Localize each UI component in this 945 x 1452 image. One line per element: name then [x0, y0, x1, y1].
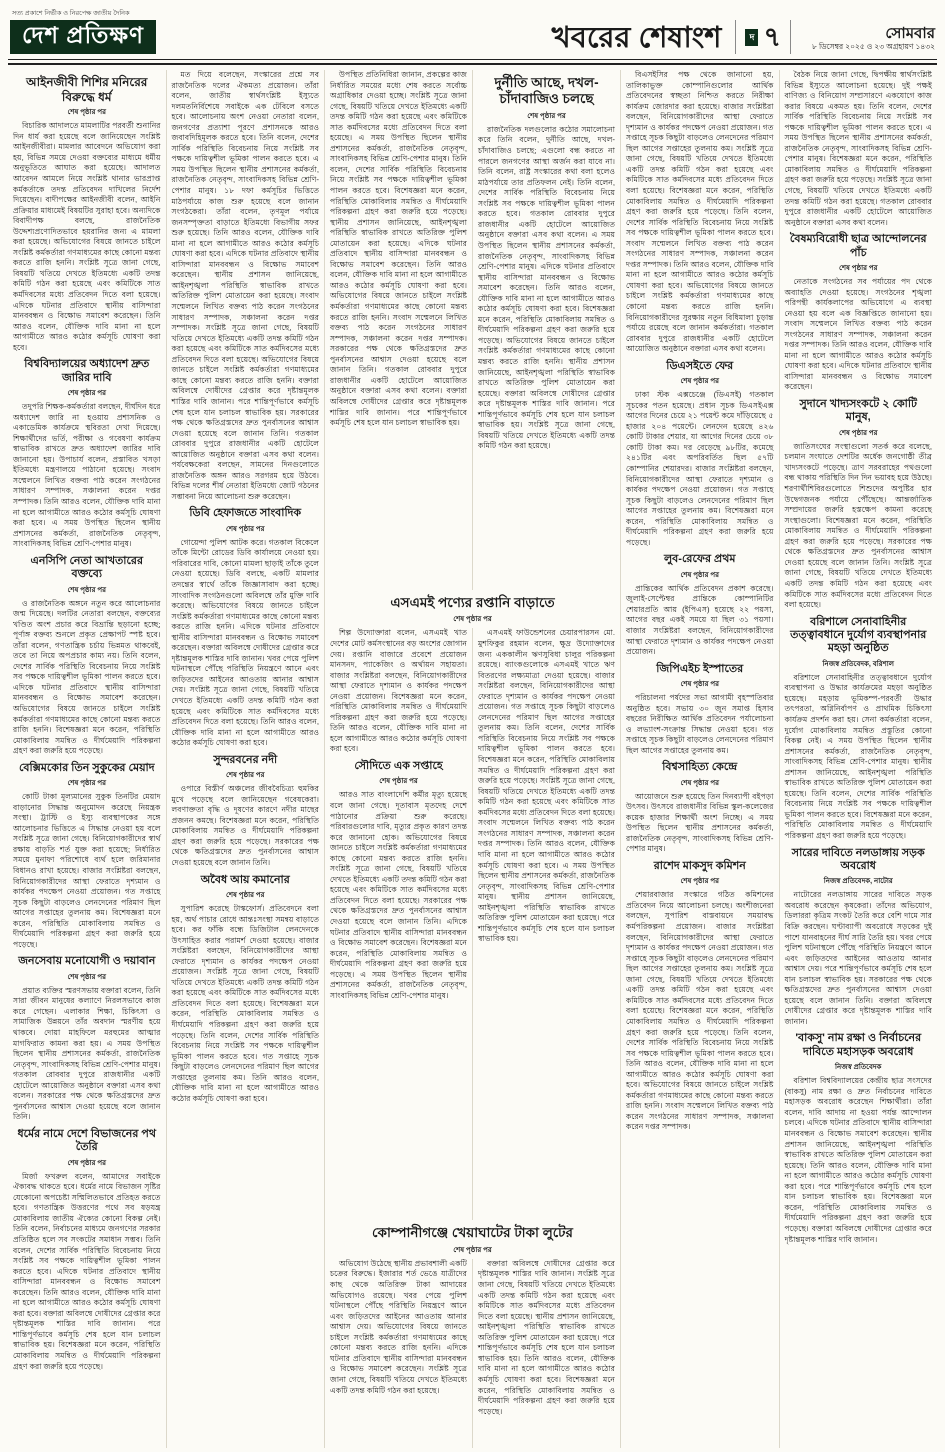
- article: [626, 860, 774, 1133]
- header-rule: [8, 59, 937, 65]
- article-body: প্রান্তিকের আর্থিক প্রতিবেদন প্রকাশ করেছে। জুলাই-সেপ্টেম্বর প্রান্তিকে কোম্পানিটির শেয়ারপ্রতি আয় (ইপিএস) হয়েছে ২২ পয়সা, আগের বছর একই সময়ে যা ছিল ৩১ পয়সা। বাজার সংশ্লিষ্টরা বলছেন, বিনিয়োগকারীদের আস্থা ফেরাতে দৃশ্যমান ও কার্যকর পদক্ষেপ নেওয়া প্রয়োজন।: [626, 583, 774, 657]
- page-header: [8, 6, 937, 59]
- article: [13, 762, 161, 951]
- article-byline: শেষ পৃষ্ঠার পর: [680, 571, 720, 579]
- article-byline: শেষ পৃষ্ঠার পর: [225, 891, 265, 899]
- article-headline: ডিএসইতে ফের: [666, 359, 734, 372]
- continuation-body: বিএসইসির পক্ষ থেকে জানানো হয়, তালিকাভুক্ত কোম্পানিগুলোর আর্থিক প্রতিবেদনের স্বচ্ছতা নিশ্চিত করতে নিরীক্ষা কার্যক্রম জোরদার করা হয়েছে। বাজার সংশ্লিষ্টরা বলছেন, বিনিয়োগকারীদের আস্থা ফেরাতে দৃশ্যমান ও কার্যকর পদক্ষেপ নেওয়া প্রয়োজন। গত সপ্তাহে সূচক কিছুটা বাড়লেও লেনদেনের পরিমাণ ছিল আগের সপ্তাহের তুলনায় কম। সংশ্লিষ্ট সূত্রে জানা গেছে, বিষয়টি খতিয়ে দেখতে ইতিমধ্যে একটি তদন্ত কমিটি গঠন করা হয়েছে এবং কমিটিকে সাত কর্মদিবসের মধ্যে প্রতিবেদন দিতে বলা হয়েছে। বিশেষজ্ঞরা মনে করেন, পরিস্থিতি মোকাবিলায় সমন্বিত ও দীর্ঘমেয়াদি পরিকল্পনা গ্রহণ করা জরুরি হয়ে পড়েছে। তিনি বলেন, দেশের সার্বিক পরিস্থিতি বিবেচনায় নিয়ে সংশ্লিষ্ট সব পক্ষকে দায়িত্বশীল ভূমিকা পালন করতে হবে। সংবাদ সম্মেলনে লিখিত বক্তব্য পাঠ করেন সংগঠনের সাধারণ সম্পাদক, সঞ্চালনা করেন দপ্তর সম্পাদক। তিনি আরও বলেন, যৌক্তিক দাবি মানা না হলে আগামীতে আরও কঠোর কর্মসূচি ঘোষণা করা হবে। অভিযোগের বিষয়ে জানতে চাইলে সংশ্লিষ্ট কর্মকর্তারা গণমাধ্যমের কাছে কোনো মন্তব্য করতে রাজি হননি। বিনিয়োগকারীদের সুরক্ষায় নতুন বিধিমালা চূড়ান্ত পর্যায়ে রয়েছে বলে জানান কর্মকর্তারা। গতকাল রোববার দুপুরে রাজধানীর একটি হোটেলে আয়োজিত অনুষ্ঠানে বক্তারা এসব কথা বলেন।: [626, 70, 774, 354]
- article: [785, 398, 933, 611]
- article: [13, 358, 161, 549]
- article: [13, 75, 161, 353]
- article: [13, 555, 161, 757]
- masthead-block: [10, 8, 156, 54]
- article-byline: শেষ পৃষ্ঠার পর: [453, 1246, 492, 1254]
- article: [626, 663, 774, 757]
- date-line: ৮ ডিসেম্বর ২০২৫ ও ২৩ অগ্রহায়ণ ১৪৩২: [812, 42, 935, 51]
- article-byline: শেষ পৃষ্ঠার পর: [67, 780, 107, 788]
- article-headline: জনসেবায় মনোযোগী ও দয়াবান: [18, 955, 156, 968]
- article-byline: শেষ পৃষ্ঠার পর: [680, 878, 720, 886]
- article-body: বিচারিক আদালতে মামলাটির পরবর্তী শুনানির দিন ধার্য করা হয়েছে বলে জানিয়েছেন সংশ্লিষ্ট আইনজীবীরা। মামলার আবেদনে অভিযোগ করা হয়, বিভিন্ন সময়ে দেওয়া বক্তব্যের মাধ্যমে ধর্মীয় অনুভূতিতে আঘাত করা হয়েছে। আদালত আবেদন আমলে নিয়ে সংশ্লিষ্ট থানার ভারপ্রাপ্ত কর্মকর্তাকে তদন্ত প্রতিবেদন দাখিলের নির্দেশ দিয়েছেন। বাদীপক্ষের আইনজীবী বলেন, আইনি প্রক্রিয়ার মাধ্যমেই বিষয়টির সুরাহা হবে। অন্যদিকে বিবাদীপক্ষ বলছে, রাজনৈতিক উদ্দেশ্যপ্রণোদিতভাবে হয়রানির জন্য এ মামলা করা হয়েছে। অভিযোগের বিষয়ে জানতে চাইলে সংশ্লিষ্ট কর্মকর্তারা গণমাধ্যমের কাছে কোনো মন্তব্য করতে রাজি হননি। সংশ্লিষ্ট সূত্রে জানা গেছে, বিষয়টি খতিয়ে দেখতে ইতিমধ্যে একটি তদন্ত কমিটি গঠন করা হয়েছে এবং কমিটিকে সাত কর্মদিবসের মধ্যে প্রতিবেদন দিতে বলা হয়েছে। এদিকে ঘটনার প্রতিবাদে স্থানীয় বাসিন্দারা মানববন্ধন ও বিক্ষোভ সমাবেশ করেছেন। তিনি আরও বলেন, যৌক্তিক দাবি মানা না হলে আগামীতে আরও কঠোর কর্মসূচি ঘোষণা করা হবে।: [13, 121, 161, 352]
- article-headline: এসএমই পণ্যের রপ্তানি বাড়াতে: [390, 595, 555, 610]
- section-title: খবরের শেষাংশ: [551, 22, 722, 54]
- column-3-middle: [325, 628, 473, 1220]
- article-body: নেতাকে সংগঠনের সব পর্যায়ের পদ থেকে অব্যাহতি দেওয়া হয়েছে। সংগঠনের শৃঙ্খলা পরিপন্থী কার্যকলাপের অভিযোগে এ ব্যবস্থা নেওয়া হয় বলে এক বিজ্ঞপ্তিতে জানানো হয়। সংবাদ সম্মেলনে লিখিত বক্তব্য পাঠ করেন সংগঠনের সাধারণ সম্পাদক, সঞ্চালনা করেন দপ্তর সম্পাদক। তিনি আরও বলেন, যৌক্তিক দাবি মানা না হলে আগামীতে আরও কঠোর কর্মসূচি ঘোষণা করা হবে। এদিকে ঘটনার প্রতিবাদে স্থানীয় বাসিন্দারা মানববন্ধন ও বিক্ষোভ সমাবেশ করেছেন।: [784, 277, 932, 392]
- article-byline: শেষ পৃষ্ঠার পর: [680, 779, 720, 787]
- article-headline: সারের দাবিতে নলডাঙ্গায় সড়ক অবরোধ: [791, 846, 925, 872]
- article: [626, 553, 774, 657]
- article: [785, 233, 933, 393]
- continuation-body: বৈঠক নিয়ে জানা গেছে, দ্বিপক্ষীয় স্বার্থসংশ্লিষ্ট বিভিন্ন ইস্যুতে আলোচনা হয়েছে। দুই পক্ষই বাণিজ্য ও বিনিয়োগ সম্প্রসারণে একযোগে কাজ করার বিষয়ে একমত হয়। তিনি বলেন, দেশের সার্বিক পরিস্থিতি বিবেচনায় নিয়ে সংশ্লিষ্ট সব পক্ষকে দায়িত্বশীল ভূমিকা পালন করতে হবে। এ সময় উপস্থিত ছিলেন স্থানীয় প্রশাসনের কর্মকর্তা, রাজনৈতিক নেতৃবৃন্দ, সাংবাদিকসহ বিভিন্ন শ্রেণি-পেশার মানুষ। বিশেষজ্ঞরা মনে করেন, পরিস্থিতি মোকাবিলায় সমন্বিত ও দীর্ঘমেয়াদি পরিকল্পনা গ্রহণ করা জরুরি হয়ে পড়েছে। সংশ্লিষ্ট সূত্রে জানা গেছে, বিষয়টি খতিয়ে দেখতে ইতিমধ্যে একটি তদন্ত কমিটি গঠন করা হয়েছে। গতকাল রোববার দুপুরে রাজধানীর একটি হোটেলে আয়োজিত অনুষ্ঠানে বক্তারা এসব কথা বলেন।: [784, 70, 932, 227]
- newspaper-logo-icon: দ: [745, 29, 758, 46]
- article-headline: অবৈধ আয় কমানোর: [200, 873, 290, 886]
- article-body: ও রাজনৈতিক অঙ্গনে নতুন করে আলোচনার জন্ম দিয়েছে। দলটির নেতারা বলছেন, বক্তব্যের খণ্ডিত অংশ প্রচার করে বিভ্রান্তি ছড়ানো হচ্ছে; পূর্ণাঙ্গ বক্তব্য শুনলে প্রকৃত প্রেক্ষাপট স্পষ্ট হবে। তাঁরা বলেন, গণতান্ত্রিক চর্চায় ভিন্নমত থাকবেই, তবে তা নিয়ে অপপ্রচার কাম্য নয়। তিনি বলেন, দেশের সার্বিক পরিস্থিতি বিবেচনায় নিয়ে সংশ্লিষ্ট সব পক্ষকে দায়িত্বশীল ভূমিকা পালন করতে হবে। এদিকে ঘটনার প্রতিবাদে স্থানীয় বাসিন্দারা মানববন্ধন ও বিক্ষোভ সমাবেশ করেছেন। অভিযোগের বিষয়ে জানতে চাইলে সংশ্লিষ্ট কর্মকর্তারা গণমাধ্যমের কাছে কোনো মন্তব্য করতে রাজি হননি। বিশেষজ্ঞরা মনে করেন, পরিস্থিতি মোকাবিলায় সমন্বিত ও দীর্ঘমেয়াদি পরিকল্পনা গ্রহণ করা জরুরি হয়ে পড়েছে।: [13, 598, 161, 756]
- column-2: [167, 70, 326, 1448]
- article-byline: শেষ পৃষ্ঠার পর: [67, 1159, 107, 1167]
- column-5: [621, 70, 780, 1448]
- article: [13, 1128, 161, 1372]
- article-byline: শেষ পৃষ্ঠার পর: [680, 681, 720, 689]
- newspaper-masthead: দেশ প্রতিক্ষণ: [10, 20, 156, 54]
- column-group-3-4: [325, 70, 621, 1448]
- page-number-box: [735, 20, 791, 54]
- article: [626, 761, 774, 855]
- article-body: রাজনৈতিক দলগুলোর কঠোর সমালোচনা করে তিনি বলেন, দুর্নীতি আছে, দখল-চাঁদাবাজিও চলছে; এগুলো বন্ধ করতে না পারলে জনগণের আস্থা অর্জন করা যাবে না। তিনি বলেন, রাষ্ট্র সংস্কারের কথা বলা হলেও মাঠপর্যায়ে তার প্রতিফলন নেই। তিনি বলেন, দেশের সার্বিক পরিস্থিতি বিবেচনায় নিয়ে সংশ্লিষ্ট সব পক্ষকে দায়িত্বশীল ভূমিকা পালন করতে হবে। গতকাল রোববার দুপুরে রাজধানীর একটি হোটেলে আয়োজিত অনুষ্ঠানে বক্তারা এসব কথা বলেন। এ সময় উপস্থিত ছিলেন স্থানীয় প্রশাসনের কর্মকর্তা, রাজনৈতিক নেতৃবৃন্দ, সাংবাদিকসহ বিভিন্ন শ্রেণি-পেশার মানুষ। এদিকে ঘটনার প্রতিবাদে স্থানীয় বাসিন্দারা মানববন্ধন ও বিক্ষোভ সমাবেশ করেছেন। তিনি আরও বলেন, যৌক্তিক দাবি মানা না হলে আগামীতে আরও কঠোর কর্মসূচি ঘোষণা করা হবে। বিশেষজ্ঞরা মনে করেন, পরিস্থিতি মোকাবিলায় সমন্বিত ও দীর্ঘমেয়াদি পরিকল্পনা গ্রহণ করা জরুরি হয়ে পড়েছে। অভিযোগের বিষয়ে জানতে চাইলে সংশ্লিষ্ট কর্মকর্তারা গণমাধ্যমের কাছে কোনো মন্তব্য করতে রাজি হননি। স্থানীয় প্রশাসন জানিয়েছে, আইনশৃঙ্খলা পরিস্থিতি স্বাভাবিক রাখতে অতিরিক্ত পুলিশ মোতায়েন করা হয়েছে। বক্তারা অবিলম্বে দোষীদের গ্রেপ্তার করে দৃষ্টান্তমূলক শাস্তির দাবি জানান। পরে শান্তিপূর্ণভাবে কর্মসূচি শেষ হলে যান চলাচল স্বাভাবিক হয়। সংশ্লিষ্ট সূত্রে জানা গেছে, বিষয়টি খতিয়ে দেখতে ইতিমধ্যে একটি তদন্ত কমিটি গঠন করা হয়েছে।: [478, 124, 615, 451]
- article-headline: বরিশালে সেনাবাহিনীর তত্ত্বাবধানে দুর্যোগ ব্যবস্থাপনার মহড়া অনুষ্ঠিত: [790, 615, 927, 655]
- article-byline: শেষ পৃষ্ঠার পর: [67, 586, 107, 594]
- column-6: [780, 70, 938, 1448]
- article-headline: কোম্পানীগঞ্জে খেয়াঘাটের টাকা লুটের: [372, 1225, 573, 1241]
- article-body: বক্তারা অবিলম্বে দোষীদের গ্রেপ্তার করে দৃষ্টান্তমূলক শাস্তির দাবি জানান। সংশ্লিষ্ট সূত্রে জানা গেছে, বিষয়টি খতিয়ে দেখতে ইতিমধ্যে একটি তদন্ত কমিটি গঠন করা হয়েছে এবং কমিটিকে সাত কর্মদিবসের মধ্যে প্রতিবেদন দিতে বলা হয়েছে। স্থানীয় প্রশাসন জানিয়েছে, আইনশৃঙ্খলা পরিস্থিতি স্বাভাবিক রাখতে অতিরিক্ত পুলিশ মোতায়েন করা হয়েছে। পরে শান্তিপূর্ণভাবে কর্মসূচি শেষ হলে যান চলাচল স্বাভাবিক হয়। তিনি আরও বলেন, যৌক্তিক দাবি মানা না হলে আগামীতে আরও কঠোর কর্মসূচি ঘোষণা করা হবে। বিশেষজ্ঞরা মনে করেন, পরিস্থিতি মোকাবিলায় সমন্বিত ও দীর্ঘমেয়াদি পরিকল্পনা গ্রহণ করা জরুরি হয়ে পড়েছে।: [478, 1258, 615, 1416]
- article-byline: নিজস্ব প্রতিবেদক, নাটোর: [823, 878, 893, 886]
- masthead-tagline: সত্য প্রকাশে নির্ভীক ও নিরপেক্ষ জাতীয় দৈনিক: [12, 10, 130, 17]
- row-top: [325, 70, 620, 590]
- article-byline: শেষ পৃষ্ঠার পর: [67, 109, 107, 117]
- article-headline: রাশেদ মাকসুদ কমিশন: [653, 859, 746, 872]
- article-body: প্রয়াত ব্যক্তির স্মরণসভায় বক্তারা বলেন, তিনি সারা জীবন মানুষের কল্যাণে নিরলসভাবে কাজ করে গেছেন। এলাকার শিক্ষা, চিকিৎসা ও সামাজিক উন্নয়নে তাঁর অবদান স্মরণীয় হয়ে থাকবে। দোয়া মাহফিলে মরহুমের আত্মার মাগফিরাত কামনা করা হয়। এ সময় উপস্থিত ছিলেন স্থানীয় প্রশাসনের কর্মকর্তা, রাজনৈতিক নেতৃবৃন্দ, সাংবাদিকসহ বিভিন্ন শ্রেণি-পেশার মানুষ। গতকাল রোববার দুপুরে রাজধানীর একটি হোটেলে আয়োজিত অনুষ্ঠানে বক্তারা এসব কথা বলেন। সরকারের পক্ষ থেকে ক্ষতিগ্রস্তদের দ্রুত পুনর্বাসনের আশ্বাস দেওয়া হয়েছে বলে জানান তিনি।: [13, 985, 161, 1122]
- article-headline: দুর্নীতি আছে, দখল-চাঁদাবাজিও চলছে: [494, 75, 599, 107]
- article-headline: ধর্মের নামে দেশে বিভাজনের পথ তৈরি: [17, 1127, 157, 1154]
- weekday: সোমবার: [885, 24, 935, 42]
- article-headline: লুব-রেফের প্রথম: [663, 553, 736, 566]
- article-byline: শেষ পৃষ্ঠার পর: [67, 973, 107, 981]
- article-body: শেয়ারবাজার সংস্কারে গঠিত কমিশনের প্রতিবেদন নিয়ে আলোচনা চলছে। অংশীজনেরা বলছেন, সুপারিশ বাস্তবায়নে সময়াবদ্ধ কর্মপরিকল্পনা প্রয়োজন। বাজার সংশ্লিষ্টরা বলছেন, বিনিয়োগকারীদের আস্থা ফেরাতে দৃশ্যমান ও কার্যকর পদক্ষেপ নেওয়া প্রয়োজন। গত সপ্তাহে সূচক কিছুটা বাড়লেও লেনদেনের পরিমাণ ছিল আগের সপ্তাহের তুলনায় কম। সংশ্লিষ্ট সূত্রে জানা গেছে, বিষয়টি খতিয়ে দেখতে ইতিমধ্যে একটি তদন্ত কমিটি গঠন করা হয়েছে এবং কমিটিকে সাত কর্মদিবসের মধ্যে প্রতিবেদন দিতে বলা হয়েছে। বিশেষজ্ঞরা মনে করেন, পরিস্থিতি মোকাবিলায় সমন্বিত ও দীর্ঘমেয়াদি পরিকল্পনা গ্রহণ করা জরুরি হয়ে পড়েছে। তিনি বলেন, দেশের সার্বিক পরিস্থিতি বিবেচনায় নিয়ে সংশ্লিষ্ট সব পক্ষকে দায়িত্বশীল ভূমিকা পালন করতে হবে। তিনি আরও বলেন, যৌক্তিক দাবি মানা না হলে আগামীতে আরও কঠোর কর্মসূচি ঘোষণা করা হবে। অভিযোগের বিষয়ে জানতে চাইলে সংশ্লিষ্ট কর্মকর্তারা গণমাধ্যমের কাছে কোনো মন্তব্য করতে রাজি হননি। সংবাদ সম্মেলনে লিখিত বক্তব্য পাঠ করেন সংগঠনের সাধারণ সম্পাদক, সঞ্চালনা করেন দপ্তর সম্পাদক।: [626, 890, 774, 1132]
- article: [330, 760, 467, 1001]
- column-4-top: [473, 70, 620, 590]
- article: [785, 847, 933, 1028]
- page-number: ৭: [763, 21, 781, 52]
- article-body: শিল্প উদ্যোক্তারা বলেন, এসএমই খাত দেশের মোট কর্মসংস্থানের বড় অংশের জোগান দেয়। রপ্তানি বাজারে প্রবেশে প্রয়োজন মানসনদ, প্যাকেজিং ও অর্থায়ন সহায়তা। বাজার সংশ্লিষ্টরা বলছেন, বিনিয়োগকারীদের আস্থা ফেরাতে দৃশ্যমান ও কার্যকর পদক্ষেপ নেওয়া প্রয়োজন। বিশেষজ্ঞরা মনে করেন, পরিস্থিতি মোকাবিলায় সমন্বিত ও দীর্ঘমেয়াদি পরিকল্পনা গ্রহণ করা জরুরি হয়ে পড়েছে। তিনি আরও বলেন, যৌক্তিক দাবি মানা না হলে আগামীতে আরও কঠোর কর্মসূচি ঘোষণা করা হবে।: [330, 628, 467, 754]
- article-headline: সুদানে খাদ্যসংকটে ২ কোটি মানুষ,: [799, 398, 918, 424]
- row-middle: [325, 628, 620, 1220]
- article-body: মির্জা ফখরুল বলেন, আমাদের সবাইকে ঐক্যবদ্ধ থাকতে হবে। ধর্মের নামে বিভাজন সৃষ্টির যেকোনো অপচেষ্টা সম্মিলিতভাবে প্রতিহত করতে হবে। গণতান্ত্রিক উত্তরণের পথে সব ষড়যন্ত্র মোকাবিলায় জাতীয় ঐক্যের কোনো বিকল্প নেই। তিনি বলেন, নির্বাচনের মাধ্যমে জনগণের সরকার প্রতিষ্ঠিত হলে সব সংকটের সমাধান সম্ভব। তিনি বলেন, দেশের সার্বিক পরিস্থিতি বিবেচনায় নিয়ে সংশ্লিষ্ট সব পক্ষকে দায়িত্বশীল ভূমিকা পালন করতে হবে। এদিকে ঘটনার প্রতিবাদে স্থানীয় বাসিন্দারা মানববন্ধন ও বিক্ষোভ সমাবেশ করেছেন। তিনি আরও বলেন, যৌক্তিক দাবি মানা না হলে আগামীতে আরও কঠোর কর্মসূচি ঘোষণা করা হবে। বক্তারা অবিলম্বে দোষীদের গ্রেপ্তার করে দৃষ্টান্তমূলক শাস্তির দাবি জানান। পরে শান্তিপূর্ণভাবে কর্মসূচি শেষ হলে যান চলাচল স্বাভাবিক হয়। বিশেষজ্ঞরা মনে করেন, পরিস্থিতি মোকাবিলায় সমন্বিত ও দীর্ঘমেয়াদি পরিকল্পনা গ্রহণ করা জরুরি হয়ে পড়েছে।: [13, 1171, 161, 1371]
- column-4-bottom: [473, 1259, 620, 1448]
- article: [478, 75, 615, 452]
- article-body: তদুপরি শিক্ষক-কর্মকর্তারা বলছেন, দীর্ঘদিন ধরে অধ্যাদেশ জারি না হওয়ায় প্রশাসনিক ও একাডেমিক কার্যক্রমে স্থবিরতা দেখা দিয়েছে। শিক্ষার্থীদের ভর্তি, পরীক্ষা ও গবেষণা কার্যক্রম স্বাভাবিক রাখতে দ্রুত অধ্যাদেশ জারির দাবি জানানো হয়। উপাচার্য বলেন, প্রস্তাবিত খসড়া ইতিমধ্যে মন্ত্রণালয়ে পাঠানো হয়েছে। সংবাদ সম্মেলনে লিখিত বক্তব্য পাঠ করেন সংগঠনের সাধারণ সম্পাদক, সঞ্চালনা করেন দপ্তর সম্পাদক। তিনি আরও বলেন, যৌক্তিক দাবি মানা না হলে আগামীতে আরও কঠোর কর্মসূচি ঘোষণা করা হবে। এ সময় উপস্থিত ছিলেন স্থানীয় প্রশাসনের কর্মকর্তা, রাজনৈতিক নেতৃবৃন্দ, সাংবাদিকসহ বিভিন্ন শ্রেণি-পেশার মানুষ।: [13, 402, 161, 549]
- article-byline: শেষ পৃষ্ঠার পর: [379, 778, 418, 786]
- article: [785, 1032, 933, 1245]
- article-body: আরও সাত বাংলাদেশি কর্মীর মৃত্যু হয়েছে বলে জানা গেছে। দূতাবাস মৃতদেহ দেশে পাঠানোর প্রক্রিয়া শুরু করেছে। পরিবারগুলোর দাবি, মৃত্যুর প্রকৃত কারণ তদন্ত করে জানানো হোক। অভিযোগের বিষয়ে জানতে চাইলে সংশ্লিষ্ট কর্মকর্তারা গণমাধ্যমের কাছে কোনো মন্তব্য করতে রাজি হননি। সংশ্লিষ্ট সূত্রে জানা গেছে, বিষয়টি খতিয়ে দেখতে ইতিমধ্যে একটি তদন্ত কমিটি গঠন করা হয়েছে এবং কমিটিকে সাত কর্মদিবসের মধ্যে প্রতিবেদন দিতে বলা হয়েছে। সরকারের পক্ষ থেকে ক্ষতিগ্রস্তদের দ্রুত পুনর্বাসনের আশ্বাস দেওয়া হয়েছে বলে জানান তিনি। এদিকে ঘটনার প্রতিবাদে স্থানীয় বাসিন্দারা মানববন্ধন ও বিক্ষোভ সমাবেশ করেছেন। বিশেষজ্ঞরা মনে করেন, পরিস্থিতি মোকাবিলায় সমন্বিত ও দীর্ঘমেয়াদি পরিকল্পনা গ্রহণ করা জরুরি হয়ে পড়েছে। এ সময় উপস্থিত ছিলেন স্থানীয় প্রশাসনের কর্মকর্তা, রাজনৈতিক নেতৃবৃন্দ, সাংবাদিকসহ বিভিন্ন শ্রেণি-পেশার মানুষ।: [330, 790, 467, 1000]
- article: [785, 616, 933, 842]
- article: [172, 754, 320, 869]
- article-headline: জিপিএইচ ইস্পাতের: [656, 662, 744, 675]
- article-body: বরিশালে সেনাবাহিনীর তত্ত্বাবধানে দুর্যোগ ব্যবস্থাপনা ও উদ্ধার কার্যক্রমের মহড়া অনুষ্ঠিত হয়েছে। মহড়ায় ভূমিকম্প-পরবর্তী উদ্ধার তৎপরতা, অগ্নিনির্বাপণ ও প্রাথমিক চিকিৎসা কার্যক্রম প্রদর্শন করা হয়। সেনা কর্মকর্তারা বলেন, দুর্যোগ মোকাবিলায় সমন্বিত প্রস্তুতির কোনো বিকল্প নেই। এ সময় উপস্থিত ছিলেন স্থানীয় প্রশাসনের কর্মকর্তা, রাজনৈতিক নেতৃবৃন্দ, সাংবাদিকসহ বিভিন্ন শ্রেণি-পেশার মানুষ। স্থানীয় প্রশাসন জানিয়েছে, আইনশৃঙ্খলা পরিস্থিতি স্বাভাবিক রাখতে অতিরিক্ত পুলিশ মোতায়েন করা হয়েছে। তিনি বলেন, দেশের সার্বিক পরিস্থিতি বিবেচনায় নিয়ে সংশ্লিষ্ট সব পক্ষকে দায়িত্বশীল ভূমিকা পালন করতে হবে। বিশেষজ্ঞরা মনে করেন, পরিস্থিতি মোকাবিলায় সমন্বিত ও দীর্ঘমেয়াদি পরিকল্পনা গ্রহণ করা জরুরি হয়ে পড়েছে।: [784, 672, 932, 841]
- article-body: ওপারে বিস্তীর্ণ অঞ্চলের জীববৈচিত্র্য হুমকির মুখে পড়েছে বলে জানিয়েছেন গবেষকেরা। লবণাক্ততা বৃদ্ধি ও দূষণের কারণে নদীর মাছের প্রজনন কমছে। বিশেষজ্ঞরা মনে করেন, পরিস্থিতি মোকাবিলায় সমন্বিত ও দীর্ঘমেয়াদি পরিকল্পনা গ্রহণ করা জরুরি হয়ে পড়েছে। সরকারের পক্ষ থেকে ক্ষতিগ্রস্তদের দ্রুত পুনর্বাসনের আশ্বাস দেওয়া হয়েছে বলে জানান তিনি।: [171, 784, 319, 867]
- article: [172, 874, 320, 1105]
- article-byline: নিজস্ব প্রতিবেদক: [835, 1064, 882, 1072]
- continuation-body: মত দিয়ে বলেছেন, সংস্কারের প্রশ্নে সব রাজনৈতিক দলের ঐকমত্য প্রয়োজন। তাঁরা বলেন, জাতীয় স্বার্থসংশ্লিষ্ট ইস্যুতে দলমতনির্বিশেষে সবাইকে এক টেবিলে বসতে হবে। আলোচনায় অংশ নেওয়া নেতারা বলেন, জনগণের প্রত্যাশা পূরণে প্রশাসনকে আরও জবাবদিহিমূলক করতে হবে। তিনি বলেন, দেশের সার্বিক পরিস্থিতি বিবেচনায় নিয়ে সংশ্লিষ্ট সব পক্ষকে দায়িত্বশীল ভূমিকা পালন করতে হবে। এ সময় উপস্থিত ছিলেন স্থানীয় প্রশাসনের কর্মকর্তা, রাজনৈতিক নেতৃবৃন্দ, সাংবাদিকসহ বিভিন্ন শ্রেণি-পেশার মানুষ। ১৮ দফা কর্মসূচির ভিত্তিতে মাঠপর্যায়ে কাজ শুরু হয়েছে বলে জানান সংগঠকেরা। তাঁরা বলেন, তৃণমূল পর্যায়ে জনসম্পৃক্ততা বাড়াতে ইতিমধ্যে বিভাগীয় সফর শুরু হয়েছে। তিনি আরও বলেন, যৌক্তিক দাবি মানা না হলে আগামীতে আরও কঠোর কর্মসূচি ঘোষণা করা হবে। এদিকে ঘটনার প্রতিবাদে স্থানীয় বাসিন্দারা মানববন্ধন ও বিক্ষোভ সমাবেশ করেছেন। স্থানীয় প্রশাসন জানিয়েছে, আইনশৃঙ্খলা পরিস্থিতি স্বাভাবিক রাখতে অতিরিক্ত পুলিশ মোতায়েন করা হয়েছে। সংবাদ সম্মেলনে লিখিত বক্তব্য পাঠ করেন সংগঠনের সাধারণ সম্পাদক, সঞ্চালনা করেন দপ্তর সম্পাদক। সংশ্লিষ্ট সূত্রে জানা গেছে, বিষয়টি খতিয়ে দেখতে ইতিমধ্যে একটি তদন্ত কমিটি গঠন করা হয়েছে এবং কমিটিকে সাত কর্মদিবসের মধ্যে প্রতিবেদন দিতে বলা হয়েছে। অভিযোগের বিষয়ে জানতে চাইলে সংশ্লিষ্ট কর্মকর্তারা গণমাধ্যমের কাছে কোনো মন্তব্য করতে রাজি হননি। বক্তারা অবিলম্বে দোষীদের গ্রেপ্তার করে দৃষ্টান্তমূলক শাস্তির দাবি জানান। পরে শান্তিপূর্ণভাবে কর্মসূচি শেষ হলে যান চলাচল স্বাভাবিক হয়। সরকারের পক্ষ থেকে ক্ষতিগ্রস্তদের দ্রুত পুনর্বাসনের আশ্বাস দেওয়া হয়েছে বলে জানান তিনি। গতকাল রোববার দুপুরে রাজধানীর একটি হোটেলে আয়োজিত অনুষ্ঠানে বক্তারা এসব কথা বলেন। পর্যবেক্ষকেরা বলছেন, সামনের দিনগুলোতে রাজনৈতিক অঙ্গন আরও সরগরম হয়ে উঠবে। বিভিন্ন দলের শীর্ষ নেতারা ইতিমধ্যে জোট গঠনের সম্ভাবনা নিয়ে আলোচনা শুরু করেছেন।: [171, 70, 319, 501]
- article-headline: বৈষম্যবিরোধী ছাত্র আন্দোলনের পাঁচ: [789, 233, 927, 259]
- article-byline: শেষ পৃষ্ঠার পর: [527, 112, 566, 120]
- column-3-top: [325, 70, 473, 590]
- article-byline: নিজস্ব প্রতিবেদক, বরিশাল: [822, 660, 894, 668]
- article-byline: শেষ পৃষ্ঠার পর: [225, 525, 265, 533]
- article-byline: শেষ পৃষ্ঠার পর: [67, 390, 107, 398]
- article-headline: বিশ্ববিদ্যালয়ের অধ্যাদেশ দ্রুত জারির দাবি: [24, 358, 150, 384]
- spanning-article-khayaghat: [325, 1220, 620, 1258]
- content-area: [8, 70, 937, 1448]
- article-byline: শেষ পৃষ্ঠার পর: [838, 429, 878, 437]
- article-headline: বিশ্বসাহিত্য কেন্দ্রে: [662, 761, 738, 774]
- date-block: [805, 26, 935, 55]
- article-body: জাতিসংঘের সংস্থাগুলো সতর্ক করে বলেছে, চলমান সংঘাতে দেশটির অর্ধেক জনগোষ্ঠী তীব্র খাদ্যসংকটে পড়েছে। ত্রাণ সরবরাহের পথগুলো বন্ধ থাকায় পরিস্থিতি দিন দিন ভয়াবহ হয়ে উঠছে। শরণার্থীশিবিরগুলোতে শিশুদের অপুষ্টির হার উদ্বেগজনক পর্যায়ে পৌঁছেছে। আন্তর্জাতিক সম্প্রদায়ের জরুরি হস্তক্ষেপ কামনা করেছে সংস্থাগুলো। বিশেষজ্ঞরা মনে করেন, পরিস্থিতি মোকাবিলায় সমন্বিত ও দীর্ঘমেয়াদি পরিকল্পনা গ্রহণ করা জরুরি হয়ে পড়েছে। সরকারের পক্ষ থেকে ক্ষতিগ্রস্তদের দ্রুত পুনর্বাসনের আশ্বাস দেওয়া হয়েছে বলে জানান তিনি। সংশ্লিষ্ট সূত্রে জানা গেছে, বিষয়টি খতিয়ে দেখতে ইতিমধ্যে একটি তদন্ত কমিটি গঠন করা হয়েছে এবং কমিটিকে সাত কর্মদিবসের মধ্যে প্রতিবেদন দিতে বলা হয়েছে।: [784, 441, 932, 610]
- article-headline: এনসিপি নেতা আখতারের বক্তব্যে: [30, 554, 144, 581]
- article-body: আয়োজনে শুরু হয়েছে তিন দিনব্যাপী বইপড়া উৎসব। উৎসবে রাজধানীর বিভিন্ন স্কুল-কলেজের কয়েক হাজার শিক্ষার্থী অংশ নিচ্ছে। এ সময় উপস্থিত ছিলেন স্থানীয় প্রশাসনের কর্মকর্তা, রাজনৈতিক নেতৃবৃন্দ, সাংবাদিকসহ বিভিন্ন শ্রেণি-পেশার মানুষ।: [626, 791, 774, 854]
- article-byline: শেষ পৃষ্ঠার পর: [838, 265, 878, 273]
- row-bottom: [325, 1259, 620, 1448]
- article-byline: শেষ পৃষ্ঠার পর: [680, 378, 720, 386]
- article-body: ঢাকা স্টক এক্সচেঞ্জে (ডিএসই) গতকাল সূচকের পতন হয়েছে। প্রধান সূচক ডিএসইএক্স আগের দিনের চেয়ে ২১ পয়েন্ট কমে দাঁড়িয়েছে ৫ হাজার ২০৪ পয়েন্টে। লেনদেন হয়েছে ৪২৬ কোটি টাকার শেয়ার, যা আগের দিনের চেয়ে ৩৮ কোটি টাকা কম। দর বেড়েছে ৯৮টির, কমেছে ২৪১টির এবং অপরিবর্তিত ছিল ৫৭টি কোম্পানির শেয়ারদর। বাজার সংশ্লিষ্টরা বলছেন, বিনিয়োগকারীদের আস্থা ফেরাতে দৃশ্যমান ও কার্যকর পদক্ষেপ নেওয়া প্রয়োজন। গত সপ্তাহে সূচক কিছুটা বাড়লেও লেনদেনের পরিমাণ ছিল আগের সপ্তাহের তুলনায় কম। বিশেষজ্ঞরা মনে করেন, পরিস্থিতি মোকাবিলায় সমন্বিত ও দীর্ঘমেয়াদি পরিকল্পনা গ্রহণ করা জরুরি হয়ে পড়েছে।: [626, 390, 774, 547]
- article: [172, 507, 320, 748]
- article-headline: ডিবি হেফাজতে সাংবাদিক: [189, 507, 302, 520]
- article-body: নাটোরের নলডাঙ্গায় সারের দাবিতে সড়ক অবরোধ করেছেন কৃষকেরা। তাঁদের অভিযোগ, ডিলাররা কৃত্রিম সংকট তৈরি করে বেশি দামে সার বিক্রি করছেন। ঘণ্টাব্যাপী অবরোধে সড়কের দুই পাশে যানবাহনের দীর্ঘ সারি তৈরি হয়। খবর পেয়ে পুলিশ ঘটনাস্থলে পৌঁছে পরিস্থিতি নিয়ন্ত্রণে আনে এবং জড়িতদের আইনের আওতায় আনার আশ্বাস দেয়। পরে শান্তিপূর্ণভাবে কর্মসূচি শেষ হলে যান চলাচল স্বাভাবিক হয়। সরকারের পক্ষ থেকে ক্ষতিগ্রস্তদের দ্রুত পুনর্বাসনের আশ্বাস দেওয়া হয়েছে বলে জানান তিনি। বক্তারা অবিলম্বে দোষীদের গ্রেপ্তার করে দৃষ্টান্তমূলক শাস্তির দাবি জানান।: [784, 890, 932, 1026]
- article-headline: 'বাকসু' নাম রক্ষা ও নির্বাচনের দাবিতে মহাসড়ক অবরোধ: [795, 1032, 922, 1058]
- article-headline: সৌদিতে এক সপ্তাহে: [354, 760, 443, 773]
- header-right-cluster: [552, 20, 935, 54]
- column-1: [8, 70, 167, 1448]
- spanning-article-sme: [325, 590, 620, 628]
- article: [13, 955, 161, 1123]
- article-byline: শেষ পৃষ্ঠার পর: [453, 616, 492, 624]
- article-body: গোয়েন্দা পুলিশ আটক করে। গতকাল বিকেলে তাঁকে মিন্টো রোডের ডিবি কার্যালয়ে নেওয়া হয়। পরিবারের দাবি, কোনো মামলা ছাড়াই তাঁকে তুলে নেওয়া হয়েছে। ডিবি বলছে, একটি মামলার তদন্তের স্বার্থে তাঁকে জিজ্ঞাসাবাদ করা হচ্ছে। সাংবাদিক সংগঠনগুলো অবিলম্বে তাঁর মুক্তি দাবি করেছে। অভিযোগের বিষয়ে জানতে চাইলে সংশ্লিষ্ট কর্মকর্তারা গণমাধ্যমের কাছে কোনো মন্তব্য করতে রাজি হননি। এদিকে ঘটনার প্রতিবাদে স্থানীয় বাসিন্দারা মানববন্ধন ও বিক্ষোভ সমাবেশ করেছেন। বক্তারা অবিলম্বে দোষীদের গ্রেপ্তার করে দৃষ্টান্তমূলক শাস্তির দাবি জানান। খবর পেয়ে পুলিশ ঘটনাস্থলে পৌঁছে পরিস্থিতি নিয়ন্ত্রণে আনে এবং জড়িতদের আইনের আওতায় আনার আশ্বাস দেয়। সংশ্লিষ্ট সূত্রে জানা গেছে, বিষয়টি খতিয়ে দেখতে ইতিমধ্যে একটি তদন্ত কমিটি গঠন করা হয়েছে এবং কমিটিকে সাত কর্মদিবসের মধ্যে প্রতিবেদন দিতে বলা হয়েছে। তিনি আরও বলেন, যৌক্তিক দাবি মানা না হলে আগামীতে আরও কঠোর কর্মসূচি ঘোষণা করা হবে।: [171, 537, 319, 748]
- article-body: এসএমই ফাউন্ডেশনের চেয়ারপারসন মো. মুশফিকুর রহমান বলেন, ক্ষুদ্র উদ্যোক্তাদের জন্য এককালীন ঋণসুবিধা চালুর পরিকল্পনা রয়েছে। ব্যাংকগুলোকে এসএমই খাতে ঋণ বিতরণের লক্ষ্যমাত্রা দেওয়া হয়েছে। বাজার সংশ্লিষ্টরা বলছেন, বিনিয়োগকারীদের আস্থা ফেরাতে দৃশ্যমান ও কার্যকর পদক্ষেপ নেওয়া প্রয়োজন। গত সপ্তাহে সূচক কিছুটা বাড়লেও লেনদেনের পরিমাণ ছিল আগের সপ্তাহের তুলনায় কম। তিনি বলেন, দেশের সার্বিক পরিস্থিতি বিবেচনায় নিয়ে সংশ্লিষ্ট সব পক্ষকে দায়িত্বশীল ভূমিকা পালন করতে হবে। বিশেষজ্ঞরা মনে করেন, পরিস্থিতি মোকাবিলায় সমন্বিত ও দীর্ঘমেয়াদি পরিকল্পনা গ্রহণ করা জরুরি হয়ে পড়েছে। সংশ্লিষ্ট সূত্রে জানা গেছে, বিষয়টি খতিয়ে দেখতে ইতিমধ্যে একটি তদন্ত কমিটি গঠন করা হয়েছে এবং কমিটিকে সাত কর্মদিবসের মধ্যে প্রতিবেদন দিতে বলা হয়েছে। সংবাদ সম্মেলনে লিখিত বক্তব্য পাঠ করেন সংগঠনের সাধারণ সম্পাদক, সঞ্চালনা করেন দপ্তর সম্পাদক। তিনি আরও বলেন, যৌক্তিক দাবি মানা না হলে আগামীতে আরও কঠোর কর্মসূচি ঘোষণা করা হবে। এ সময় উপস্থিত ছিলেন স্থানীয় প্রশাসনের কর্মকর্তা, রাজনৈতিক নেতৃবৃন্দ, সাংবাদিকসহ বিভিন্ন শ্রেণি-পেশার মানুষ। স্থানীয় প্রশাসন জানিয়েছে, আইনশৃঙ্খলা পরিস্থিতি স্বাভাবিক রাখতে অতিরিক্ত পুলিশ মোতায়েন করা হয়েছে। পরে শান্তিপূর্ণভাবে কর্মসূচি শেষ হলে যান চলাচল স্বাভাবিক হয়।: [478, 628, 615, 944]
- column-3-bottom: [325, 1259, 473, 1448]
- article-body: অভিযোগ উঠেছে স্থানীয় প্রভাবশালী একটি চক্রের বিরুদ্ধে। ইজারার শর্ত ভেঙে যাত্রীদের কাছ থেকে অতিরিক্ত টাকা আদায়ের অভিযোগও রয়েছে। খবর পেয়ে পুলিশ ঘটনাস্থলে পৌঁছে পরিস্থিতি নিয়ন্ত্রণে আনে এবং জড়িতদের আইনের আওতায় আনার আশ্বাস দেয়। অভিযোগের বিষয়ে জানতে চাইলে সংশ্লিষ্ট কর্মকর্তারা গণমাধ্যমের কাছে কোনো মন্তব্য করতে রাজি হননি। এদিকে ঘটনার প্রতিবাদে স্থানীয় বাসিন্দারা মানববন্ধন ও বিক্ষোভ সমাবেশ করেছেন। সংশ্লিষ্ট সূত্রে জানা গেছে, বিষয়টি খতিয়ে দেখতে ইতিমধ্যে একটি তদন্ত কমিটি গঠন করা হয়েছে।: [330, 1258, 467, 1395]
- article: [626, 360, 774, 549]
- column-4-middle: [473, 628, 620, 1220]
- article-body: সুপারিশ করেছে টাস্কফোর্স। প্রতিবেদনে বলা হয়, অর্থ পাচার রোধে আন্তঃসংস্থা সমন্বয় বাড়াতে হবে। কর ফাঁকি বন্ধে ডিজিটাল লেনদেনকে উৎসাহিত করার পরামর্শ দেওয়া হয়েছে। বাজার সংশ্লিষ্টরা বলছেন, বিনিয়োগকারীদের আস্থা ফেরাতে দৃশ্যমান ও কার্যকর পদক্ষেপ নেওয়া প্রয়োজন। সংশ্লিষ্ট সূত্রে জানা গেছে, বিষয়টি খতিয়ে দেখতে ইতিমধ্যে একটি তদন্ত কমিটি গঠন করা হয়েছে এবং কমিটিকে সাত কর্মদিবসের মধ্যে প্রতিবেদন দিতে বলা হয়েছে। বিশেষজ্ঞরা মনে করেন, পরিস্থিতি মোকাবিলায় সমন্বিত ও দীর্ঘমেয়াদি পরিকল্পনা গ্রহণ করা জরুরি হয়ে পড়েছে। তিনি বলেন, দেশের সার্বিক পরিস্থিতি বিবেচনায় নিয়ে সংশ্লিষ্ট সব পক্ষকে দায়িত্বশীল ভূমিকা পালন করতে হবে। গত সপ্তাহে সূচক কিছুটা বাড়লেও লেনদেনের পরিমাণ ছিল আগের সপ্তাহের তুলনায় কম। তিনি আরও বলেন, যৌক্তিক দাবি মানা না হলে আগামীতে আরও কঠোর কর্মসূচি ঘোষণা করা হবে।: [171, 903, 319, 1103]
- article-byline: শেষ পৃষ্ঠার পর: [225, 772, 265, 780]
- article-body: বরিশাল বিশ্ববিদ্যালয়ের কেন্দ্রীয় ছাত্র সংসদের (বাকসু) নাম রক্ষা ও দ্রুত নির্বাচনের দাবিতে মহাসড়ক অবরোধ করেছেন শিক্ষার্থীরা। তাঁরা বলেন, দাবি আদায় না হওয়া পর্যন্ত আন্দোলন চলবে। এদিকে ঘটনার প্রতিবাদে স্থানীয় বাসিন্দারা মানববন্ধন ও বিক্ষোভ সমাবেশ করেছেন। স্থানীয় প্রশাসন জানিয়েছে, আইনশৃঙ্খলা পরিস্থিতি স্বাভাবিক রাখতে অতিরিক্ত পুলিশ মোতায়েন করা হয়েছে। তিনি আরও বলেন, যৌক্তিক দাবি মানা না হলে আগামীতে আরও কঠোর কর্মসূচি ঘোষণা করা হবে। পরে শান্তিপূর্ণভাবে কর্মসূচি শেষ হলে যান চলাচল স্বাভাবিক হয়। বিশেষজ্ঞরা মনে করেন, পরিস্থিতি মোকাবিলায় সমন্বিত ও দীর্ঘমেয়াদি পরিকল্পনা গ্রহণ করা জরুরি হয়ে পড়েছে। বক্তারা অবিলম্বে দোষীদের গ্রেপ্তার করে দৃষ্টান্তমূলক শাস্তির দাবি জানান।: [784, 1076, 932, 1244]
- article-headline: সুন্দরবনের নদী: [213, 753, 278, 766]
- continuation-body: উপস্থিত প্রতিনিধিরা জানান, প্রকল্পের কাজ নির্ধারিত সময়ের মধ্যে শেষ করতে সর্বোচ্চ অগ্রাধিকার দেওয়া হচ্ছে। সংশ্লিষ্ট সূত্রে জানা গেছে, বিষয়টি খতিয়ে দেখতে ইতিমধ্যে একটি তদন্ত কমিটি গঠন করা হয়েছে এবং কমিটিকে সাত কর্মদিবসের মধ্যে প্রতিবেদন দিতে বলা হয়েছে। এ সময় উপস্থিত ছিলেন স্থানীয় প্রশাসনের কর্মকর্তা, রাজনৈতিক নেতৃবৃন্দ, সাংবাদিকসহ বিভিন্ন শ্রেণি-পেশার মানুষ। তিনি বলেন, দেশের সার্বিক পরিস্থিতি বিবেচনায় নিয়ে সংশ্লিষ্ট সব পক্ষকে দায়িত্বশীল ভূমিকা পালন করতে হবে। বিশেষজ্ঞরা মনে করেন, পরিস্থিতি মোকাবিলায় সমন্বিত ও দীর্ঘমেয়াদি পরিকল্পনা গ্রহণ করা জরুরি হয়ে পড়েছে। স্থানীয় প্রশাসন জানিয়েছে, আইনশৃঙ্খলা পরিস্থিতি স্বাভাবিক রাখতে অতিরিক্ত পুলিশ মোতায়েন করা হয়েছে। এদিকে ঘটনার প্রতিবাদে স্থানীয় বাসিন্দারা মানববন্ধন ও বিক্ষোভ সমাবেশ করেছেন। তিনি আরও বলেন, যৌক্তিক দাবি মানা না হলে আগামীতে আরও কঠোর কর্মসূচি ঘোষণা করা হবে। অভিযোগের বিষয়ে জানতে চাইলে সংশ্লিষ্ট কর্মকর্তারা গণমাধ্যমের কাছে কোনো মন্তব্য করতে রাজি হননি। সংবাদ সম্মেলনে লিখিত বক্তব্য পাঠ করেন সংগঠনের সাধারণ সম্পাদক, সঞ্চালনা করেন দপ্তর সম্পাদক। সরকারের পক্ষ থেকে ক্ষতিগ্রস্তদের দ্রুত পুনর্বাসনের আশ্বাস দেওয়া হয়েছে বলে জানান তিনি। গতকাল রোববার দুপুরে রাজধানীর একটি হোটেলে আয়োজিত অনুষ্ঠানে বক্তারা এসব কথা বলেন। বক্তারা অবিলম্বে দোষীদের গ্রেপ্তার করে দৃষ্টান্তমূলক শাস্তির দাবি জানান। পরে শান্তিপূর্ণভাবে কর্মসূচি শেষ হলে যান চলাচল স্বাভাবিক হয়।: [330, 70, 467, 428]
- article-body: কোটি টাকা মূল্যমানের সুকুক তিনটির মেয়াদ বাড়ানোর সিদ্ধান্ত অনুমোদন করেছে নিয়ন্ত্রক সংস্থা। ট্রাস্টি ও ইস্যু ব্যবস্থাপকের সঙ্গে আলোচনার ভিত্তিতে এ সিদ্ধান্ত নেওয়া হয় বলে সংশ্লিষ্ট সূত্রে জানা গেছে। বিনিয়োগকারীদের স্বার্থ রক্ষায় বাড়তি শর্ত যুক্ত করা হয়েছে; নির্ধারিত সময়ে মুনাফা পরিশোধে ব্যর্থ হলে জরিমানার বিধানও রাখা হয়েছে। বাজার সংশ্লিষ্টরা বলছেন, বিনিয়োগকারীদের আস্থা ফেরাতে দৃশ্যমান ও কার্যকর পদক্ষেপ নেওয়া প্রয়োজন। গত সপ্তাহে সূচক কিছুটা বাড়লেও লেনদেনের পরিমাণ ছিল আগের সপ্তাহের তুলনায় কম। বিশেষজ্ঞরা মনে করেন, পরিস্থিতি মোকাবিলায় সমন্বিত ও দীর্ঘমেয়াদি পরিকল্পনা গ্রহণ করা জরুরি হয়ে পড়েছে।: [13, 792, 161, 949]
- article-headline: আইনজীবী শিশির মনিরের বিরুদ্ধে ধর্ম: [26, 75, 148, 104]
- article-headline: বেক্সিমকোর তিন সুকুকের মেয়াদ: [18, 761, 155, 774]
- article-body: পরিচালনা পর্ষদের সভা আগামী বৃহস্পতিবার অনুষ্ঠিত হবে। সভায় ৩০ জুন সমাপ্ত হিসাব বছরের নিরীক্ষিত আর্থিক প্রতিবেদন পর্যালোচনা ও লভ্যাংশ-সংক্রান্ত সিদ্ধান্ত নেওয়া হবে। গত সপ্তাহে সূচক কিছুটা বাড়লেও লেনদেনের পরিমাণ ছিল আগের সপ্তাহের তুলনায় কম।: [626, 693, 774, 755]
